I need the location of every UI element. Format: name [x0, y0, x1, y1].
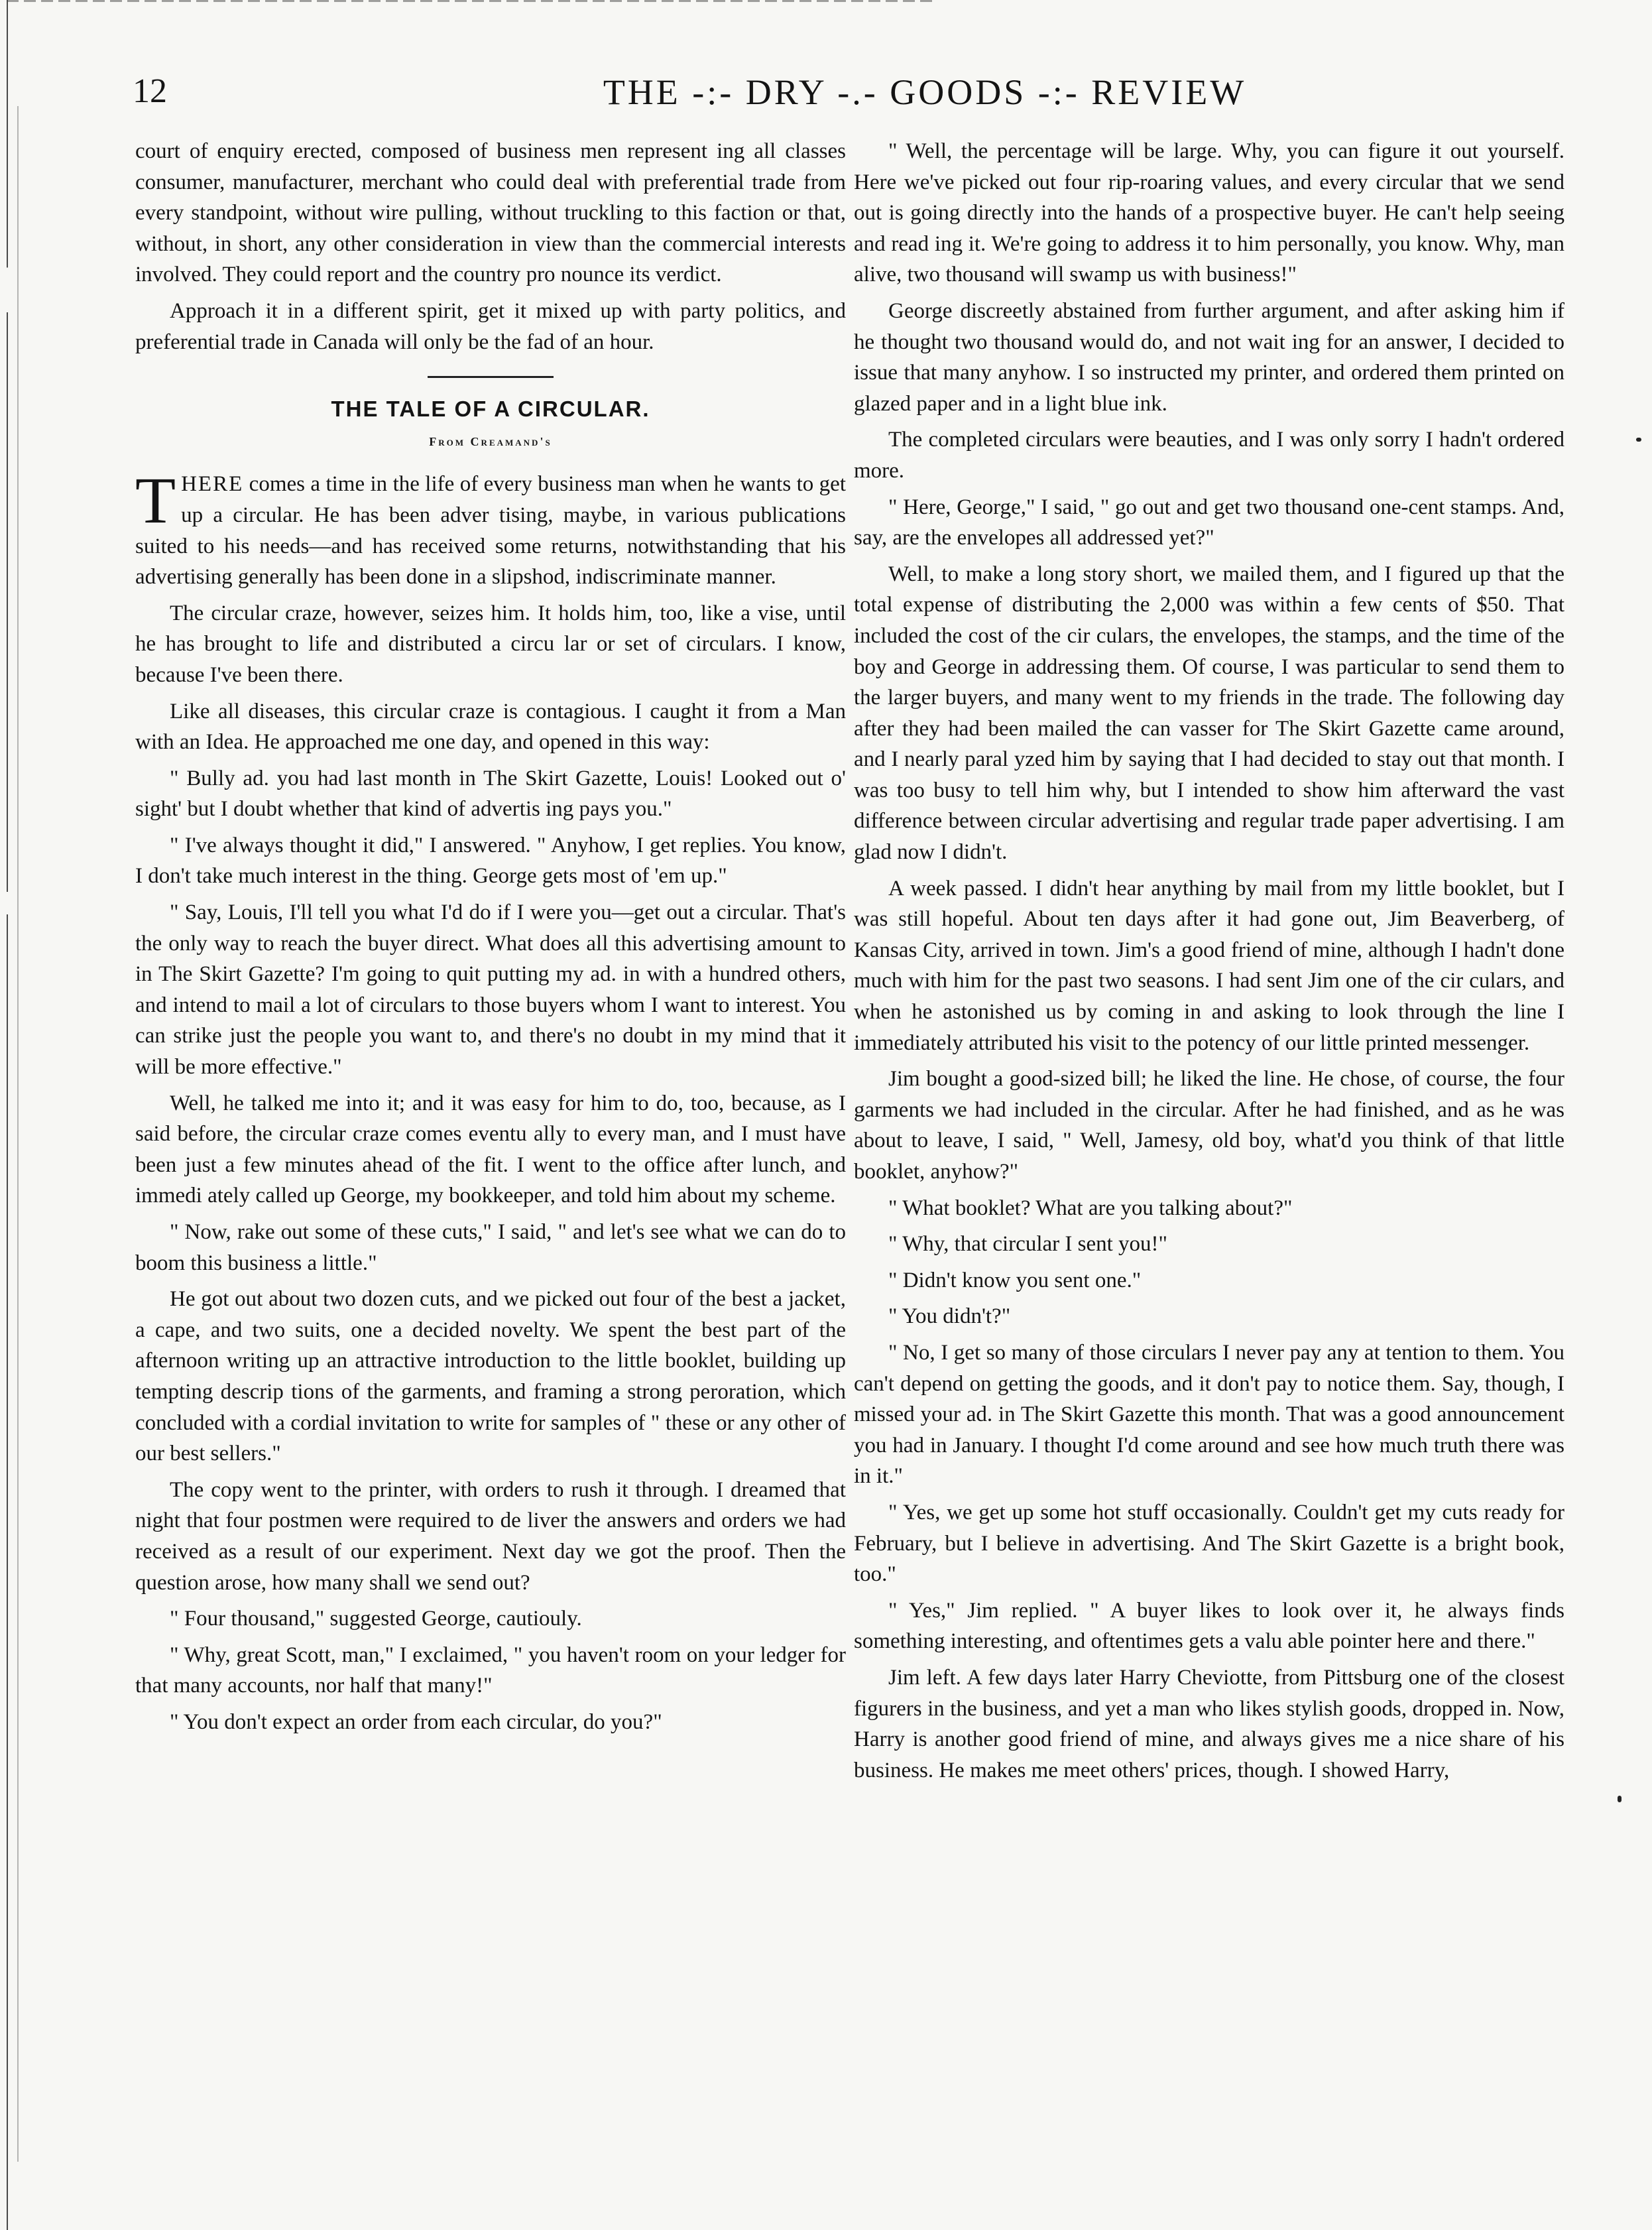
paragraph: Jim bought a good-sized bill; he liked the line. He chose, of course, the four garments we had included in the circular. After he had finished, and as he was about to leave, I said, " Well, Jamesy, old boy, what'd you think of that little booklet, anyhow?" [854, 1067, 1564, 1184]
page-header [133, 72, 1558, 125]
scan-speck [1636, 438, 1641, 442]
scan-edge-shadow [17, 106, 19, 2162]
paragraph: court of enquiry erected, composed of business men represent ing all classes consumer, manufacturer, merchant who could deal with preferential trade from every standpoint, without wire pulling, without truckling to this faction or that, without, in short, any other consideration in view than the commercial interests involved. They could report and the country pro nounce its verdict. [135, 139, 846, 287]
paragraph: " Four thousand," suggested George, cautiouly. [170, 1607, 582, 1631]
paragraph: The copy went to the printer, with orders to rush it through. I dreamed that night that four postmen were required to de liver the answers and orders we had received as a result of our experiment. Next day we got the proof. Then the question arose, how many shall we send out? [135, 1477, 846, 1595]
opening-paragraph [135, 464, 846, 592]
paragraph: Well, to make a long story short, we mailed them, and I figured up that the total expense of distributing the 2,000 was within a few cents of $50. That included the cost of the cir culars, the envelopes, the stamps, and the time of the boy and George in addressing them. Of course, I was particular to send them to the larger buyers, and many went to my friends in the trade. The following day after they had been mailed the can vasser for The Skirt Gazette came around, and I nearly paral yzed him by saying that I had decided to stay out that month. I was too busy to tell him why, but I intended to show him afterward the vast difference between circular advertising and regular trade paper advertising. I am glad now I didn't. [854, 562, 1564, 865]
paragraph: The circular craze, however, seizes him. It holds him, too, like a vise, until he has brought to life and distributed a circu lar or set of circulars. I know, because I've been there. [135, 601, 846, 687]
paragraph: " Why, great Scott, man," I exclaimed, " you haven't room on your ledger for that many accounts, nor half that many!" [135, 1642, 846, 1698]
scan-speck [1618, 1796, 1622, 1802]
paragraph: " What booklet? What are you talking about?" [888, 1196, 1293, 1220]
paragraph: George discreetly abstained from further argument, and after asking him if he thought two thousand would do, and not wait ing for an answer, I decided to issue that many anyhow. I so instructed my printer, and ordered them printed on glazed paper and in a light blue ink. [854, 298, 1564, 416]
paragraph: The completed circulars were beauties, and I was only sorry I hadn't ordered more. [854, 428, 1564, 483]
paragraph: He got out about two dozen cuts, and we picked out four of the best a jacket, a cape, and two suits, one a decided novelty. We spent the best part of the afternoon writing up an attractive introduction to the little booklet, building up tempting descrip tions of the garments, and framing a strong peroration, which concluded with a cordial invitation to write for samples of " these or any other of our best sellers." [135, 1287, 846, 1466]
journal-title: THE -:- DRY -.- GOODS -:- REVIEW [603, 72, 1247, 112]
paragraph: " Yes," Jim replied. " A buyer likes to look over it, he always finds something interesting, and oftentimes gets a valu able pointer here and there." [854, 1598, 1564, 1654]
paragraph: Well, he talked me into it; and it was easy for him to do, too, because, as I said before, the circular craze comes eventu ally to every man, and I must have been just a few minutes ahead of the fit. I went to the office after lunch, and immedi ately called up George, my bookkeeper, and told him about my scheme. [135, 1091, 846, 1208]
article-title: THE TALE OF A CIRCULAR. [331, 397, 650, 422]
paragraph: A week passed. I didn't hear anything by mail from my little booklet, but I was still hopeful. About ten days after it had gone out, Jim Beaverberg, of Kansas City, arrived in town. Jim's a good friend of mine, although I hadn't done much with him for the past two seasons. I had sent Jim one of the cir culars, and when he astonished us by coming in and asking to look through the line I immediately attributed his visit to the potency of our little printed messenger. [854, 876, 1564, 1055]
paragraph: " Yes, we get up some hot stuff occasionally. Couldn't get my cuts ready for February, but I believe in advertising. And The Skirt Gazette is a bright book, too." [854, 1500, 1564, 1587]
paragraph: " Say, Louis, I'll tell you what I'd do if I were you—get out a circular. That's the only way to reach the buyer direct. What does all this advertising amount to in The Skirt Gazette? I'm going to quit putting my ad. in with a hundred others, and intend to mail a lot of circulars to those buyers whom I want to interest. You can strike just the people you want to, and there's no doubt in my mind that it will be more effective." [135, 900, 846, 1080]
scan-edge-line [7, 0, 8, 2230]
right-column [854, 136, 1564, 1791]
paragraph: " You don't expect an order from each circular, do you?" [170, 1709, 662, 1734]
paragraph: " Didn't know you sent one." [888, 1268, 1142, 1292]
paragraph: " Well, the percentage will be large. Why, you can figure it out yourself. Here we've picked out four rip-roaring values, and every circular that we send out is going directly into the hands of a prospective buyer. He can't help seeing and read ing it. We're going to address it to him personally, you know. Why, man alive, two thousand will swamp us with business!" [854, 139, 1564, 287]
paragraph: " I've always thought it did," I answered. " Anyhow, I get replies. You know, I don't take much interest in the thing. George gets most of 'em up." [135, 833, 846, 889]
paragraph: " You didn't?" [888, 1304, 1011, 1329]
paragraph: " Here, George," I said, " go out and get two thousand one-cent stamps. And, say, are the envelopes all addressed yet?" [854, 495, 1564, 550]
opening-text: comes a time in the life of every business man when he wants to get up a circular. He has been adver tising, maybe, in various publications suited to his needs—and has received some returns, notwithstanding that his advertising generally has been done in a slipshod, indiscriminate manner. [135, 472, 846, 589]
left-column [135, 136, 846, 1743]
paragraph: " Bully ad. you had last month in The Skirt Gazette, Louis! Looked out o' sight' but I doubt whether that kind of advertis ing pays you." [135, 766, 846, 822]
drop-cap: T [135, 464, 176, 538]
paragraph: Jim left. A few days later Harry Cheviotte, from Pittsburg one of the closest figurers in the business, and yet a man who likes stylish goods, dropped in. Now, Harry is another good friend of mine, and always gives me a nice share of his business. He makes me meet others' prices, though. I showed Harry, [854, 1665, 1564, 1782]
opening-word: HERE [181, 472, 244, 497]
paragraph: " Now, rake out some of these cuts," I said, " and let's see what we can do to boom this business a little." [135, 1220, 846, 1275]
article-source: From Creamand's [429, 434, 552, 448]
scan-top-edge [7, 0, 935, 2]
paragraph: " Why, that circular I sent you!" [888, 1232, 1167, 1257]
paragraph: " No, I get so many of those circulars I never pay any at tention to them. You can't depend on getting the goods, and it don't pay to notice them. Say, though, I missed your ad. in The Skirt Gazette this month. That was a good announcement you had in January. I thought I'd come around and see how much truth there was in it." [854, 1340, 1564, 1489]
section-divider [428, 376, 554, 378]
paragraph: Like all diseases, this circular craze is contagious. I caught it from a Man with an Idea. He approached me one day, and opened in this way: [135, 699, 846, 755]
paragraph: Approach it in a different spirit, get it mixed up with party politics, and preferential trade in Canada will only be the fad of an hour. [135, 298, 846, 354]
page-number: 12 [133, 72, 167, 110]
